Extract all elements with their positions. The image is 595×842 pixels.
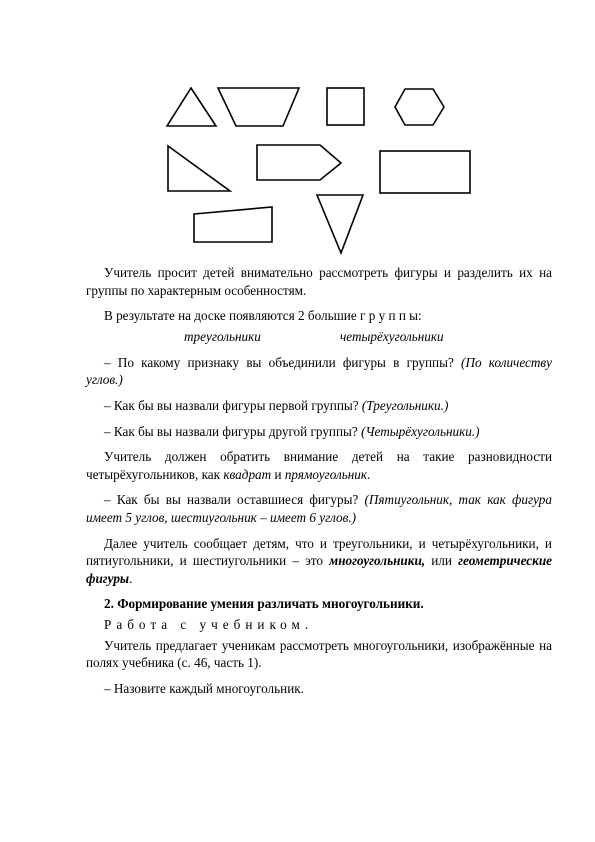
quadrilateral bbox=[194, 207, 272, 242]
polygons-end: . bbox=[129, 570, 133, 586]
square bbox=[327, 88, 364, 125]
question-5: – Назовите каждый многоугольник. bbox=[104, 680, 304, 696]
paragraph-textbook: Учитель предлагает ученикам рассмотреть многоугольники, изображённые на полях учебника (с. 46, часть 1). bbox=[86, 637, 552, 671]
question-3-answer: (Четырёхугольники.) bbox=[361, 423, 480, 439]
question-2 bbox=[86, 397, 552, 415]
polygons-or: или bbox=[425, 553, 459, 569]
groups-row bbox=[86, 328, 552, 346]
question-4-answer: (Пятиугольник, так как фигура имеет 5 углов, шестиугольник – имеет 6 углов.) bbox=[86, 492, 552, 525]
question-3-text: – Как бы вы назвали фигуры другой группы? bbox=[104, 423, 362, 439]
question-1-answer: (По количеству углов.) bbox=[86, 354, 552, 388]
section-heading: 2. Формирование умения различать многоугольники. bbox=[104, 596, 424, 612]
varieties-text: Учитель должен обратить внимание детей на такие разновидности четырёхугольников, как bbox=[86, 449, 552, 482]
question-1 bbox=[86, 354, 552, 389]
polygons-text: Далее учитель сообщает детям, что и треугольники, и четырёхугольники, и пятиугольники, и шестиугольники – это bbox=[86, 535, 552, 569]
hexagon bbox=[395, 89, 444, 125]
question-4-text: – Как бы вы назвали оставшиеся фигуры? bbox=[104, 492, 365, 508]
work-with-textbook: Работа с учебником. bbox=[104, 616, 314, 632]
group-quadrilaterals: четырёхугольники bbox=[340, 328, 444, 344]
term-geometric-figures: геометрические фигуры bbox=[86, 553, 553, 586]
term-polygons: многоугольники, bbox=[329, 553, 426, 569]
group-triangles: треугольники bbox=[184, 328, 261, 344]
paragraph-result bbox=[86, 307, 552, 325]
term-square: квадрат bbox=[223, 466, 272, 482]
geometric-figures bbox=[0, 0, 595, 270]
question-2-text: – Как бы вы назвали фигуры первой группы? bbox=[104, 397, 362, 413]
varieties-and: и bbox=[271, 466, 285, 482]
triangle-small bbox=[167, 88, 216, 126]
question-1-text: – По какому признаку вы объединили фигуры в группы? bbox=[104, 354, 462, 370]
trapezoid bbox=[218, 88, 299, 126]
groups-word: г р у п п ы: bbox=[359, 308, 422, 324]
question-2-answer: (Треугольники.) bbox=[361, 397, 449, 413]
question-4 bbox=[86, 491, 552, 526]
varieties-end: . bbox=[367, 466, 371, 482]
pentagon-arrow bbox=[257, 145, 341, 180]
rectangle bbox=[380, 151, 470, 193]
document-text bbox=[86, 264, 552, 705]
result-text: В результате на доске появляются 2 большие bbox=[104, 308, 360, 324]
question-3 bbox=[86, 423, 552, 441]
paragraph-intro: Учитель просит детей внимательно рассмотреть фигуры и разделить их на группы по характерным особенностям. bbox=[86, 265, 552, 298]
triangle-inverted bbox=[317, 195, 363, 253]
right-triangle bbox=[168, 146, 230, 191]
paragraph-varieties bbox=[86, 448, 552, 483]
paragraph-polygons bbox=[86, 535, 552, 588]
term-rectangle: прямоугольник bbox=[284, 466, 368, 482]
